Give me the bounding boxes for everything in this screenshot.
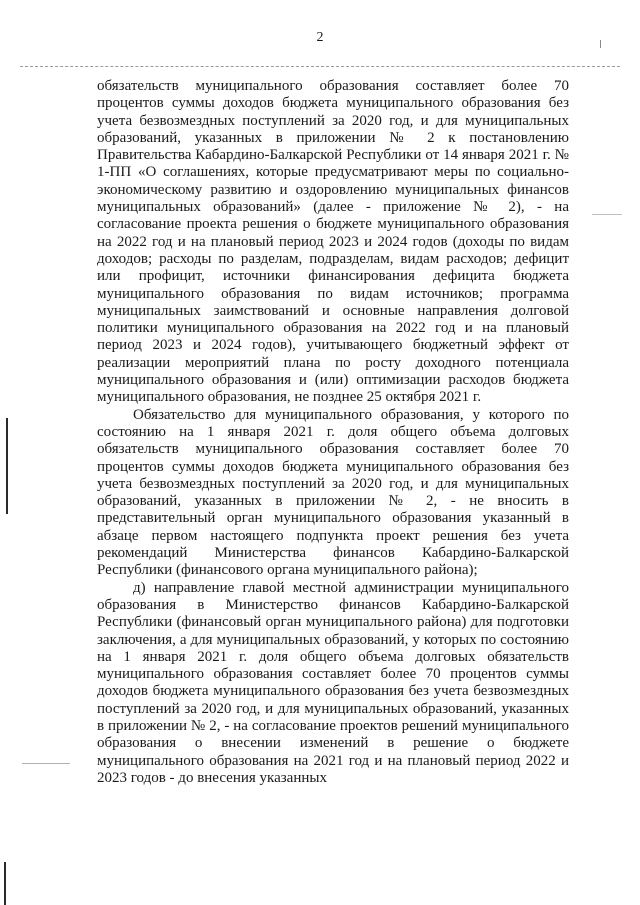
- document-body: [97, 78, 569, 787]
- paragraph-obligation: Обязательство для муниципального образования, у которого по состоянию на 1 января 2021 г. доля общего объема долговых обязательств муниципального образования составляет более 70 процентов суммы доходов бюджета муниципального образования без учета безвозмездных поступлений за 2020 год, и для муниципальных образований, указанных в приложении № 2, - не вносить в представительный орган муниципального образования указанный в абзаце первом настоящего подпункта проект решения без учета рекомендаций Министерства финансов Кабардино-Балкарской Республики (финансового органа муниципального района);: [97, 406, 569, 579]
- page-number: 2: [316, 30, 324, 45]
- paragraph-continuation: обязательств муниципального образования составляет более 70 процентов суммы доходов бюджета муниципального образования без учета безвозмездных поступлений за 2020 год, и для муниципальных образований, указанных в приложении № 2 к постановлению Правительства Кабардино-Балкарской Республики от 14 января 2021 г. № 1-ПП «О соглашениях, которые предусматривают меры по социально-экономическому развитию и оздоровлению муниципальных финансов муниципальных образований» (далее - приложение № 2), - на согласование проекта решения о бюджете муниципального образования на 2022 год и на плановый период 2023 и 2024 годов (доходы по видам доходов; расходы по разделам, подразделам, видам расходов; дефицит или профицит, источники финансирования дефицита бюджета муниципального образования по видам источников; программа муниципальных заимствований и основные направления долговой политики муниципального образования на 2022 год и на плановый период 2023 и 2024 годов), учитывающего бюджетный эффект от реализации мероприятий плана по росту доходного потенциала муниципального образования и (или) оптимизации расходов бюджета муниципального образования, не позднее 25 октября 2021 г.: [97, 78, 569, 406]
- scan-margin-mark: [4, 862, 6, 905]
- paragraph-item-d: д) направление главой местной администрации муниципального образования в Министерство финансов Кабардино-Балкарской Республики (финансовый орган муниципального района) для подготовки заключения, а для муниципальных образований, у которых по состоянию на 1 января 2021 г. доля общего объема долговых обязательств муниципального образования составляет более 70 процентов суммы доходов бюджета муниципального образования без учета безвозмездных поступлений за 2020 год, и для муниципальных образований, указанных в приложении № 2, - на согласование проектов решений муниципального образования о внесении изменений в решение о бюджете муниципального образования на 2021 год и на плановый период 2022 и 2023 годов - до внесения указанных: [97, 579, 569, 786]
- scan-margin-mark: [22, 763, 70, 764]
- scan-header-rule: [20, 66, 620, 67]
- scan-margin-mark: [600, 40, 601, 48]
- scan-margin-mark: [592, 214, 622, 215]
- scan-margin-mark: [6, 418, 8, 514]
